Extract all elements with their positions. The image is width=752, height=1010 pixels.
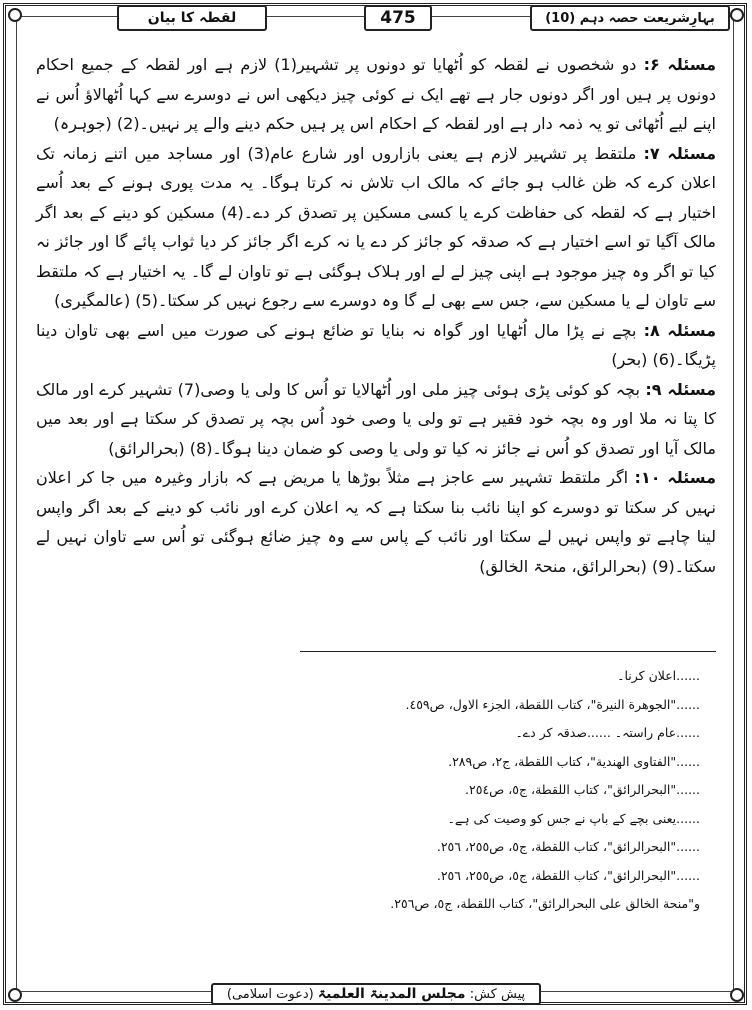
masala-label: مسئلہ ۹: [645,379,717,399]
masala-label: مسئلہ ۱۰: [634,468,716,487]
footnote: و"منحة الخالق على البحرالرائق"، كتاب اللقطة، ج٥، ص٢٥٦. [390,896,700,911]
footnotes [36,662,716,919]
footer-prefix: پیش کش: [469,987,526,1002]
paragraph [36,463,716,581]
paragraph [36,50,716,139]
masala-label: مسئلہ ۷: [643,143,716,163]
paragraph-text: ملتقط پر تشہیر لازم ہے یعنی بازاروں اور شارع عام(3) اور مساجد میں اتنے زمانہ تک اعلان کرے کہ ظن غالب ہو جائے کہ مالک اب تلاش نہ کرتا ہوگا۔ یہ مدت پوری ہونے کے بعد اُسے اختیار ہے کہ لقطہ کی حفاظت کرے یا کسی مسکین پر تصدق کر دے۔(4) مسکین کو دینے کے بعد اگر مالک آگیا تو اسے اختیار ہے کہ صدقہ کو جائز کر دے یا نہ کرے اگر جائز کر دیا ثواب پائے گا اور جائز نہ کیا تو اگر وہ چیز موجود ہے اپنی چیز لے لے اور ہلاک ہوگئی ہے تو تاوان لے گا۔ یہ اختیار ہے کہ ملتقط سے تاوان لے یا مسکین سے، جس سے بھی لے گا وہ دوسرے سے رجوع نہیں کر سکتا۔(5) (عالمگیری) [36,143,717,310]
paragraph-text: اگر ملتقط تشہیر سے عاجز ہے مثلاً بوڑھا یا مریض ہے کہ بازار وغیرہ میں جا کر اعلان نہیں کر سکتا تو دوسرے کو اپنا نائب بنا سکتا ہے کہ یہ اعلان کرے اور نائب کو دینے کے بعد اگر واپس لینا چاہے تو واپس نہیں لے سکتا اور نائب کے پاس سے وہ چیز ضائع ہوگئی تو اُس سے تاوان نہیں لے سکتا۔(9) (بحرالرائق، منحۃ الخالق) [36,468,716,576]
masala-label: مسئلہ ۶: [643,55,716,74]
paragraph [36,139,716,316]
main-text [36,50,716,581]
chapter-title: لقطہ کا بیان [117,5,267,31]
book-title: بہارِشریعت حصہ دہم (10) [530,5,730,31]
footnote: ......"البحرالرائق"، كتاب اللقطة، ج٥، ص٢٥٤. [465,782,700,797]
footer-suffix: (دعوت اسلامی) [226,987,314,1002]
footnote: ......یعنی بچے کے باپ نے جس کو وصیت کی ہے۔ [447,810,700,826]
masala-label: مسئلہ ۸: [643,320,717,340]
footnote: ......اعلان کرنا۔ [617,668,700,683]
publisher-name: مجلس المدینۃ العلمیۃ [317,986,466,1002]
corner-ornament [730,8,744,22]
page-footer [0,983,752,1005]
footnote: ......عام راستہ۔ ......صدقہ کر دے۔ [515,725,700,740]
footnote: ......"الفتاوى الهندية"، كتاب اللقطة، ج٢، ص٢٨٩. [448,753,700,769]
footnote: ......"الجوهرة النيرة"، كتاب اللقطة، الجزء الاول، ص٤٥٩. [405,696,700,712]
footnote: ......"البحرالرائق"، كتاب اللقطة، ج٥، ص٢٥٥، ٢٥٦. [436,839,700,854]
corner-ornament [8,8,22,22]
paragraph [36,375,716,464]
paragraph-text: بچے نے پڑا مال اُٹھایا اور گواہ نہ بنایا تو ضائع ہونے کی صورت میں اسے بھی تاوان دینا پڑیگا۔(6) (بحر) [36,320,716,369]
footnote: ......"البحرالرائق"، كتاب اللقطة، ج٥، ص٢٥٥، ٢٥٦. [436,867,700,883]
page-number: 475 [364,5,432,31]
page-header [22,5,730,33]
paragraph-text: بچہ کو کوئی پڑی ہوئی چیز ملی اور اُٹھالایا تو اُس کا ولی یا وصی(7) تشہیر کرے اور مالک کا پتا نہ ملا اور وہ بچہ خود فقیر ہے تو ولی یا وصی خود اُس بچہ پر تصدق کر سکتا ہے اور بعد میں مالک آیا اور تصدق کو اُس نے جائز نہ کیا تو ولی یا وصی کو ضمان دینا ہوگا۔(8) (بحرالرائق) [36,379,716,458]
paragraph [36,316,716,375]
footnote-separator [300,651,716,652]
publisher-box [211,983,541,1005]
paragraph-text: دو شخصوں نے لقطہ کو اُٹھایا تو دونوں پر تشہیر(1) لازم ہے اور لقطہ کے جمیع احکام دونوں پر ہیں اور اگر دونوں جار ہے تھے ایک نے کوئی چیز دیکھی اس نے دوسرے سے کہا اُٹھالاؤ اُس نے اپنے لیے اُٹھائی تو یہ ذمہ دار ہے اور لقطہ کے احکام اس پر ہیں حکم دینے والے پر نہیں۔(2) (جوہرہ) [36,55,716,133]
